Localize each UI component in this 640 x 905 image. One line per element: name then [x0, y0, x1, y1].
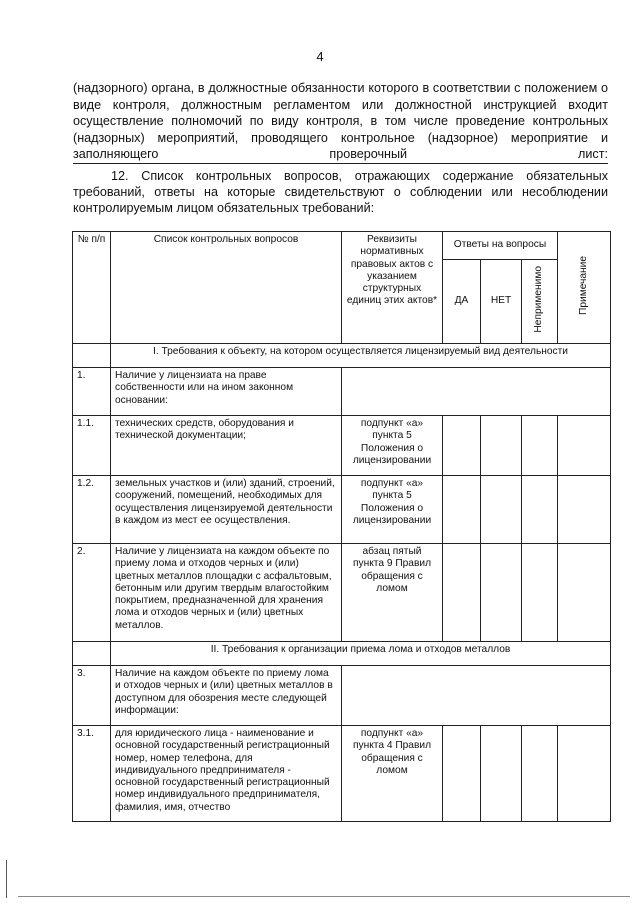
header-answers: Ответы на вопросы [443, 232, 558, 260]
row-question: Наличие у лицензиата на праве собственности или на ином законном основании: [111, 368, 342, 416]
row-question: технических средств, оборудования и технической документации; [111, 416, 342, 476]
table-row [73, 544, 611, 642]
table-row [73, 416, 611, 476]
section-1-title: I. Требования к объекту, на котором осуществляется лицензируемый вид деятельности [111, 344, 611, 368]
answer-na-cell[interactable] [522, 476, 558, 544]
row-ref: подпункт «а» пункта 5 Положения о лицензировании [342, 416, 443, 476]
header-requisites: Реквизиты нормативных правовых актов с указанием структурных единиц этих актов* [342, 232, 443, 344]
row-question: для юридического лица - наименование и основной государственный регистрационный номер, номер телефона, для индивидуального предпринимателя - основной государственный регистрационный номер индивидуального предпринимателя, фамилия, имя, отчество [111, 726, 342, 822]
row-ref: абзац пятый пункта 9 Правил обращения с ломом [342, 544, 443, 642]
checklist-table [72, 231, 611, 822]
header-na-cell [522, 260, 558, 344]
row-question: Наличие на каждом объекте по приему лома и отходов черных и (или) цветных металлов в доступном для обозрения месте следующей информации: [111, 666, 342, 726]
row-ref [342, 666, 611, 726]
section-row-1 [73, 344, 611, 368]
row-ref: подпункт «а» пункта 4 Правил обращения с ломом [342, 726, 443, 822]
row-ref: подпункт «а» пункта 5 Положения о лицензировании [342, 476, 443, 544]
row-num: 1.1. [73, 416, 111, 476]
header-yes: ДА [443, 260, 481, 344]
header-note: Примечание [577, 255, 589, 315]
header-questions: Список контрольных вопросов [111, 232, 342, 344]
table-row [73, 726, 611, 822]
header-note-cell [558, 232, 611, 344]
table-row [73, 368, 611, 416]
header-no: НЕТ [481, 260, 522, 344]
answer-na-cell[interactable] [522, 416, 558, 476]
scan-bottom-line [18, 896, 630, 897]
header-num: № п/п [73, 232, 111, 344]
scan-margin-mark [6, 860, 7, 898]
section-row-2 [73, 642, 611, 666]
header-na: Неприменимо [533, 266, 545, 333]
header-row-1 [73, 232, 611, 260]
row-num: 1.2. [73, 476, 111, 544]
table-row [73, 666, 611, 726]
row-question: Наличие у лицензиата на каждом объекте по приему лома и отходов черных и (или) цветных металлов площадки с асфальтовым, бетонным или другим твердым влагостойким покрытием, предназначенной для хранения лома и отходов черных и (или) цветных металлов. [111, 544, 342, 642]
answer-no-cell[interactable] [481, 544, 522, 642]
answer-no-cell[interactable] [481, 726, 522, 822]
intro-paragraph: (надзорного) органа, в должностные обязанности которого в соответствии с положением о виде контроля, должностным регламентом или должностной инструкцией входит осуществление полномочий по виду контроля, в том числе проведение контрольных (надзорных) мероприятий, проводящего контрольное (надзорное) мероприятие и заполняющего проверочный лист: [73, 81, 608, 161]
note-cell[interactable] [558, 544, 611, 642]
answer-yes-cell[interactable] [443, 416, 481, 476]
answer-no-cell[interactable] [481, 476, 522, 544]
answer-yes-cell[interactable] [443, 544, 481, 642]
separator-line [73, 163, 608, 164]
row-ref [342, 368, 611, 416]
row-question: земельных участков и (или) зданий, строений, сооружений, помещений, необходимых для осуществления лицензируемой деятельности в каждом из мест ее осуществления. [111, 476, 342, 544]
answer-no-cell[interactable] [481, 416, 522, 476]
row-num: 3.1. [73, 726, 111, 822]
answer-na-cell[interactable] [522, 544, 558, 642]
answer-na-cell[interactable] [522, 726, 558, 822]
section-12-text: 12. Список контрольных вопросов, отражающих содержание обязательных требований, ответы на которые свидетельствуют о соблюдении или несоблюдении контролируемым лицом обязательных требований: [73, 169, 608, 215]
section-12 [73, 168, 608, 216]
row-num: 1. [73, 368, 111, 416]
section-2-title: II. Требования к организации приема лома и отходов металлов [111, 642, 611, 666]
row-num: 2. [73, 544, 111, 642]
note-cell[interactable] [558, 476, 611, 544]
page-number: 4 [316, 49, 324, 64]
answer-yes-cell[interactable] [443, 476, 481, 544]
row-num: 3. [73, 666, 111, 726]
table-row [73, 476, 611, 544]
answer-yes-cell[interactable] [443, 726, 481, 822]
note-cell[interactable] [558, 416, 611, 476]
note-cell[interactable] [558, 726, 611, 822]
